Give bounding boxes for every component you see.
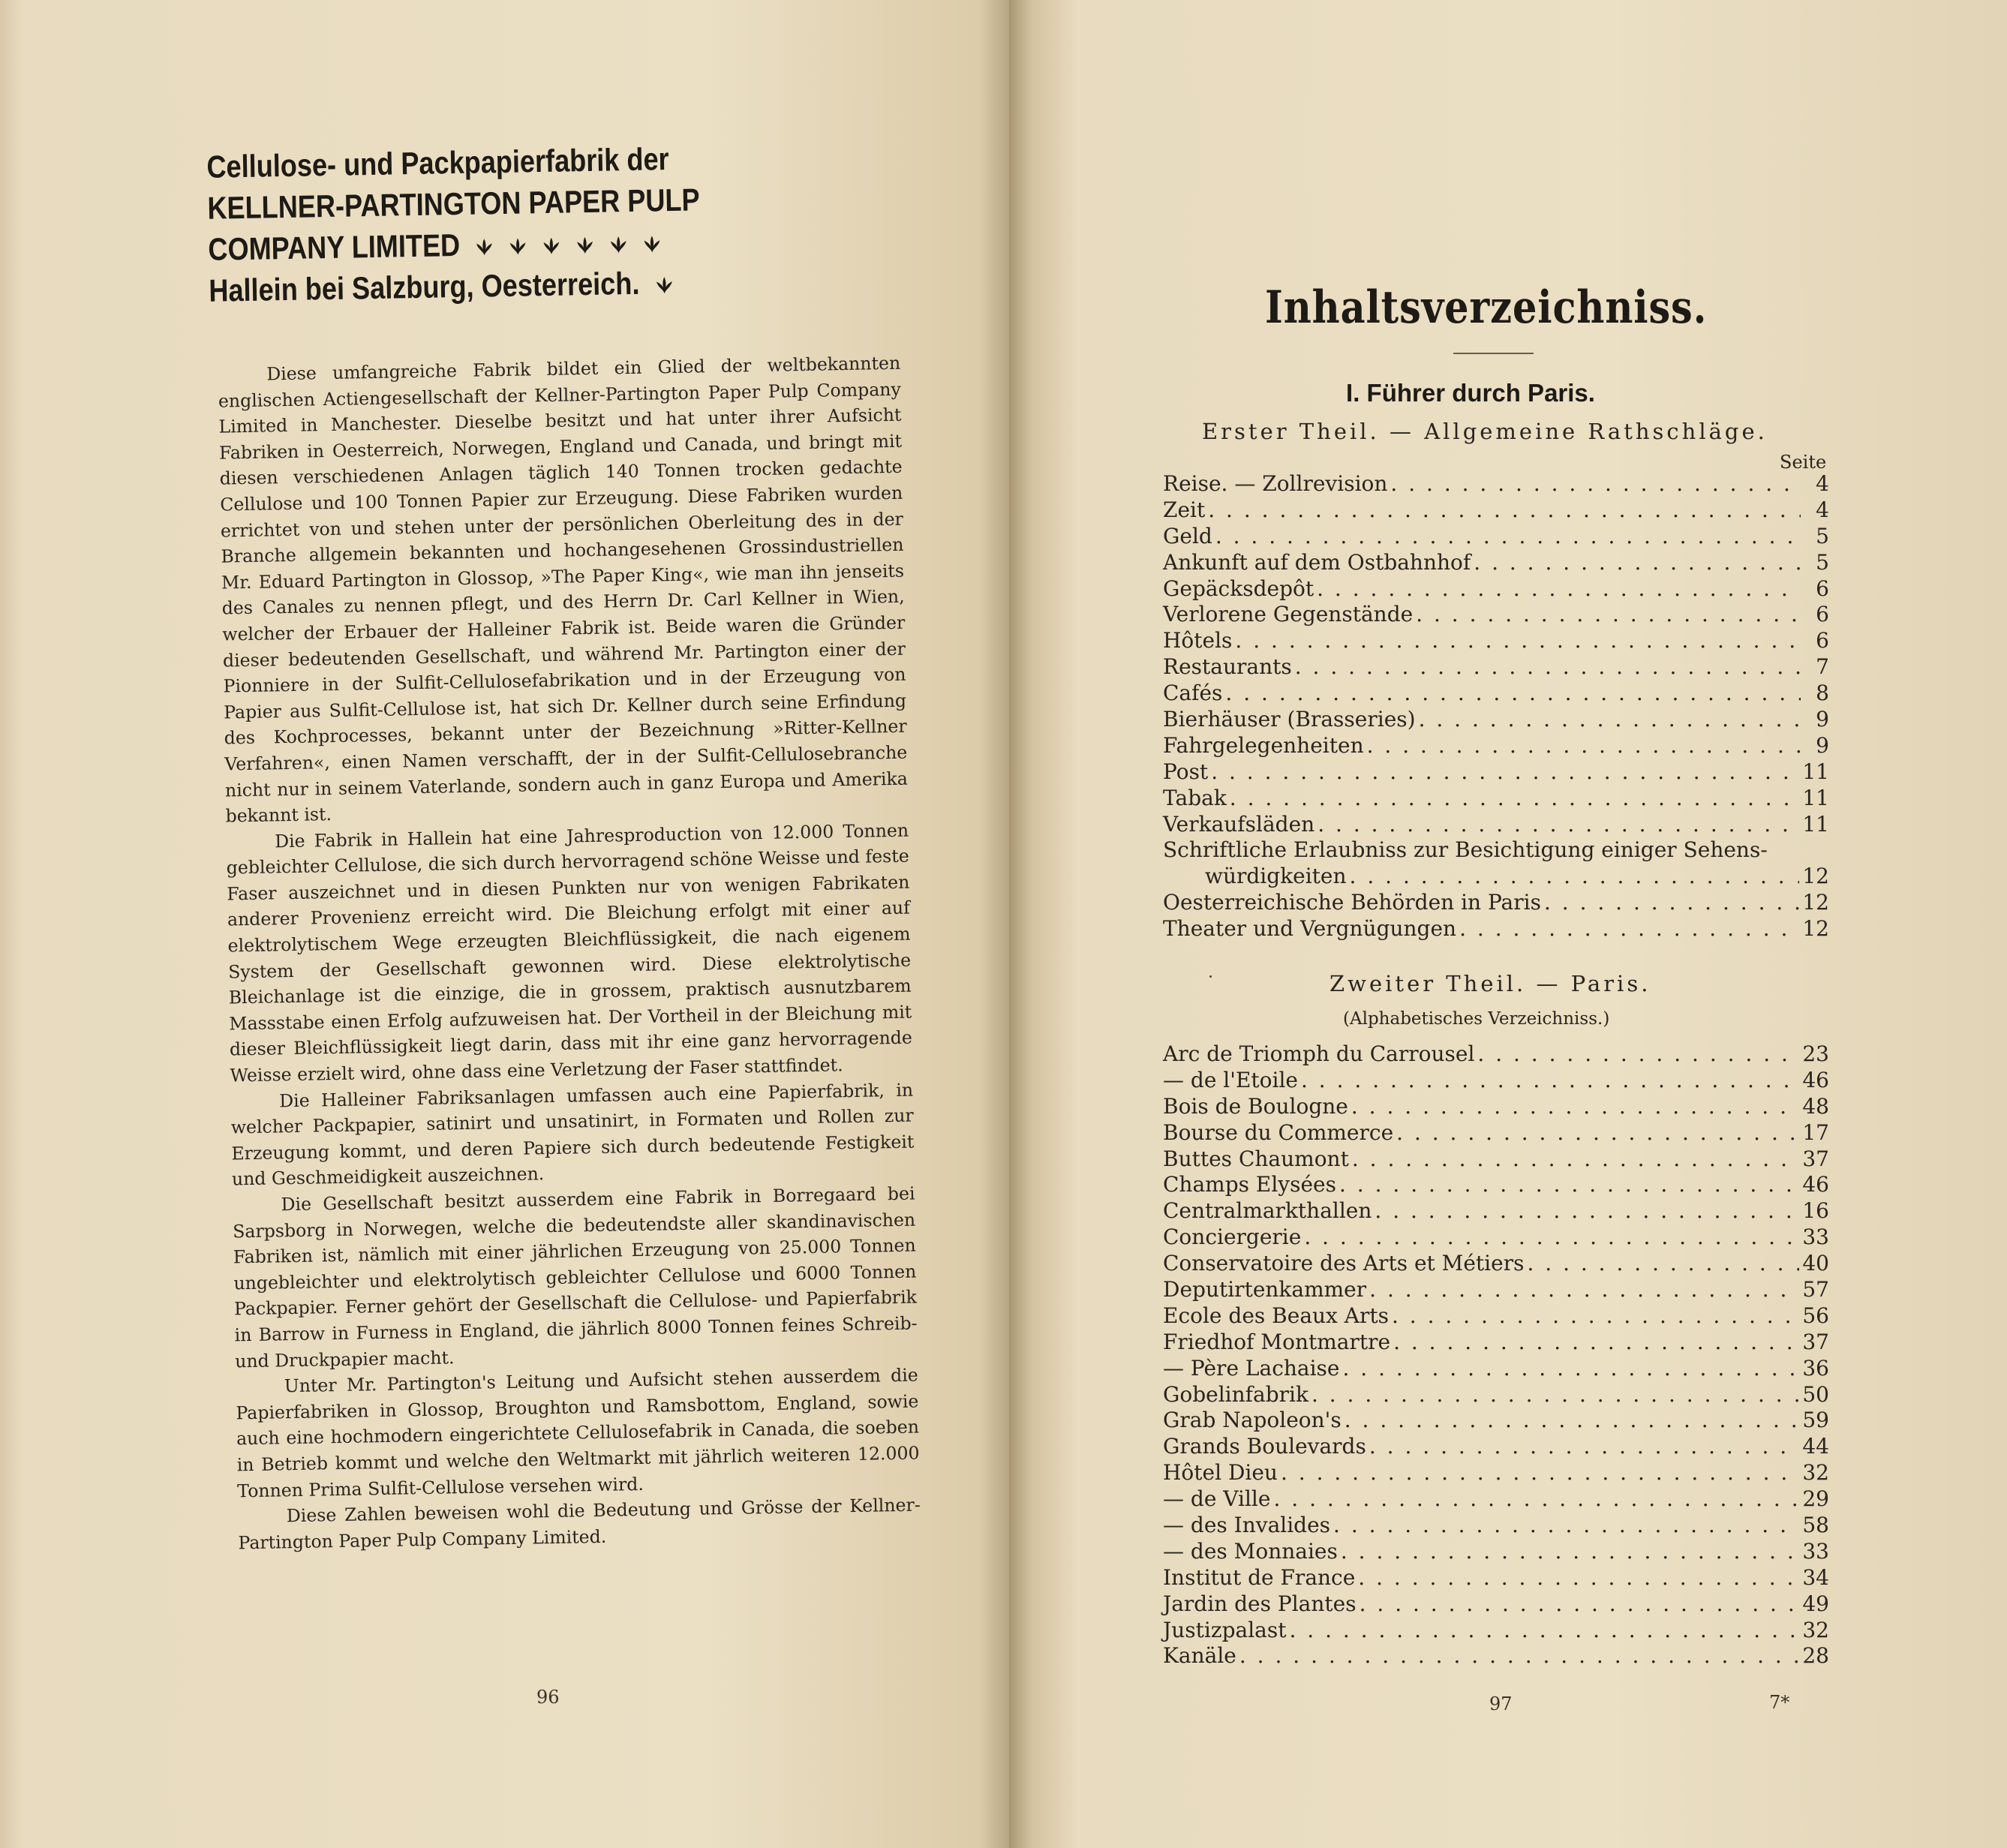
dot-leader [1544,890,1799,916]
toc-entry-label: Hôtels [1163,628,1233,654]
toc-entry [1163,1643,1829,1669]
toc-entry-label: Verkaufsläden [1163,811,1315,837]
dot-leader [1416,602,1801,628]
dot-leader [1358,1565,1799,1591]
toc-entry [1163,1460,1829,1486]
toc-entry-label: Centralmarkthallen [1163,1198,1372,1224]
toc-entry [1163,1330,1829,1356]
toc-part1-list [1163,471,1829,942]
toc-entry-label: Grab Napoleon's [1163,1408,1342,1433]
toc-entry-label: Conservatoire des Arts et Métiers [1163,1251,1525,1276]
toc-entry [1163,812,1829,838]
dot-leader [1311,1382,1799,1408]
toc-entry-page: 57 [1802,1277,1829,1303]
toc-entry-page: 16 [1802,1198,1829,1224]
dot-leader [1527,1251,1799,1277]
dot-leader [1351,1094,1800,1120]
toc-entry-page: 11 [1802,759,1829,784]
toc-entry [1163,1277,1829,1303]
toc-entry-page: 32 [1802,1460,1829,1486]
toc-entry-page: 46 [1802,1067,1829,1092]
toc-entry [1163,1618,1829,1644]
toc-entry [1163,1382,1829,1408]
dot-leader [1281,1460,1799,1486]
dot-leader [1393,1330,1799,1356]
toc-entry-page: 37 [1802,1329,1829,1354]
toc-entry-page: 6 [1816,628,1829,654]
page-number-right: 97 [1489,1693,1513,1714]
toc-entry-label: Justizpalast [1163,1617,1287,1642]
paper-speck [1209,975,1212,978]
toc-part2-list [1163,1041,1829,1669]
toc-title: Inhaltsverzeichniss. [1265,281,1708,334]
toc-entry-page: 56 [1802,1303,1829,1328]
toc-entry [1163,864,1829,890]
toc-entry-page: 23 [1802,1041,1829,1066]
part2-title: Zweiter Theil. — Paris. [1329,971,1651,996]
dot-leader [1369,1277,1799,1303]
toc-entry-label: Theater und Vergnügungen [1163,916,1457,942]
toc-entry-page: 9 [1816,732,1829,758]
toc-entry [1163,1146,1829,1173]
toc-entry-label: Gobelinfabrik [1163,1381,1308,1407]
toc-entry-page: 29 [1802,1486,1829,1512]
toc-entry [1163,1356,1829,1382]
dot-leader [1367,733,1801,759]
ad-heading-line-text: COMPANY LIMITED [207,227,461,267]
title-rule [1453,353,1534,354]
ad-paragraph: Unter Mr. Partington's Leitung und Aufsicht stehen ausserdem die Papierfabriken in Glossop, Broughton und Ramsbottom, England, sowie auch eine hochmodern eingerichtete Cellulosefabrik in Canada, die soeben in Betrieb kommt und welche den Weltmarkt mit jährlich weiteren 12.000 Tonnen Prima Sulfit-Cellulose versehen wird. [236,1364,920,1501]
page-number-left: 96 [536,1687,560,1708]
ad-heading [206,136,803,311]
toc-entry-label: Reise. — Zollrevision [1163,471,1388,496]
toc-entry [1163,759,1829,786]
dot-leader [1459,916,1799,942]
dot-leader [1317,576,1801,602]
toc-entry [1163,1513,1829,1539]
toc-entry-label: — Père Lachaise [1163,1355,1340,1381]
toc-entry-label: Verlorene Gegenstände [1163,602,1414,627]
toc-entry [1163,1591,1829,1618]
toc-entry-label: Geld [1163,523,1212,548]
toc-entry-page: 12 [1802,864,1829,889]
advertisement [199,134,921,1556]
toc-entry-page: 5 [1816,523,1829,548]
toc-entry-label: Ecole des Beaux Arts [1163,1303,1389,1328]
dot-leader [1339,1172,1799,1198]
dot-leader [1474,550,1801,576]
toc-entry [1163,1565,1829,1591]
ad-paragraph: Die Gesellschaft besitzt ausserdem eine Fabrik in Borregaard bei Sarpsborg in Norwegen, welche die bedeutendste aller skandinavischen Fabriken ist, nämlich mit einer jährlichen Erzeugung von 25.000 Tonnen ungebleichter und elektrolytisch gebleichter Cellulose und 6000 Tonnen Packpapier. Ferner gehört der Gesellschaft die Cellulose- und Papierfabrik in Barrow in Furness in England, die jährlich 8000 Tonnen feines Schreib- und Druckpapier macht. [232,1182,918,1372]
toc-entry-label: Jardin des Plantes [1163,1591,1357,1616]
toc-entry [1163,1251,1829,1277]
fleuron-ornament-icon [542,224,561,244]
ad-paragraph: Die Fabrik in Hallein hat eine Jahresproduction von 12.000 Tonnen gebleichter Cellulose, die sich durch hervorragend schöne Weisse und feste Faser auszeichnet und in diesen Punkten nur von wenigen Fabrikaten anderer Provenienz erreicht wird. Die Bleichung erfolgt mit einer auf elektrolytischem Wege erzeugten Bleichflüssigkeit, die nach eigenem System der Gesellschaft gewonnen wird. Diese elektrolytische Bleichanlage ist die einzige, die in grossem, praktisch ausnutzbarem Massstabe einen Erfolg aufzuweisen hat. Der Vortheil in der Bleichung mit dieser Bleichflüssigkeit liegt darin, dass mit ihr eine ganz hervorragende Weisse erzielt wird, ohne dass eine Verletzung der Faser stattfindet. [226,819,913,1086]
toc-entry-page: 12 [1802,916,1829,942]
dot-leader [1390,471,1801,497]
toc-entry [1163,576,1829,602]
toc-entry [1163,707,1829,733]
toc-entry [1163,916,1829,942]
toc-entry-label: Champs Elysées [1163,1172,1336,1197]
toc-entry [1163,1068,1829,1094]
dot-leader [1289,1618,1799,1644]
toc-entry-label: — de l'Etoile [1163,1067,1298,1092]
ad-heading-line: KELLNER-PARTINGTON PAPER PULP [207,182,700,226]
toc-entry [1163,1224,1829,1251]
dot-leader [1215,524,1801,550]
toc-entry-page: 17 [1802,1119,1829,1145]
dot-leader [1208,497,1801,524]
toc-entry-label: Friedhof Montmartre [1163,1329,1391,1354]
dot-leader [1345,1408,1800,1434]
fleuron-ornament-icon [655,263,674,283]
toc-entry-page: 6 [1816,602,1829,627]
toc-entry [1163,497,1829,524]
ad-heading-line-text: Hallein bei Salzburg, Oesterreich. [208,265,640,308]
ad-heading-line: Cellulose- und Packpapierfabrik der [206,141,670,185]
toc-entry-page: 49 [1802,1591,1829,1616]
dot-leader [1369,1434,1800,1460]
toc-entry [1163,1094,1829,1120]
dot-leader [1352,1146,1800,1173]
toc-entry [1163,1041,1829,1068]
toc-entry [1163,628,1829,654]
toc-entry-page: 34 [1802,1564,1829,1590]
ad-paragraph: Diese umfangreiche Fabrik bildet ein Glied der weltbekannten englischen Actiengesellschaft der Kellner-Partington Paper Pulp Company Limited in Manchester. Dieselbe besitzt und hat unter ihrer Aufsicht Fabriken in Oesterreich, Norwegen, England und Canada, und bringt mit diesen verschiedenen Anlagen täglich 140 Tonnen trocken gedachte Cellulose und 100 Tonnen Papier zur Erzeugung. Diese Fabriken wurden errichtet von und stehen unter der persönlichen Oberleitung des in der Branche allgemein bekannten und hochangesehenen Grossindustriellen Mr. Eduard Partington in Glossop, »The Paper King«, wie man ihn jenseits des Canales zu nennen pflegt, und des Herrn Dr. Carl Kellner in Wien, welcher der Erbauer der Halleiner Fabrik ist. Beide waren die Gründer dieser bedeutenden Gesellschaft, und während Mr. Partington einer der Pionniere in der Sulfit-Cellulosefabrikation und in der Erzeugung von Papier aus Sulfit-Cellulose ist, hat sich Dr. Kellner durch seine Erfindung des Kochprocesses, bekannt unter der Bezeichnung »Ritter-Kellner Verfahren«, einen Namen verschafft, der in der Sulfit-Cellulosebranche nicht nur in seinem Vaterlande, sondern auch in ganz Europa und Amerika bekannt ist. [218,352,909,827]
toc-entry-page: 59 [1802,1408,1829,1433]
toc-entry [1163,733,1829,759]
toc-entry [1163,1303,1829,1330]
fleuron-ornament-icon [643,222,662,242]
toc-entry-label: Grands Boulevards [1163,1434,1366,1459]
dot-leader [1295,654,1801,681]
toc-entry [1163,1539,1829,1565]
toc-entry [1163,1486,1829,1513]
toc-entry [1163,837,1829,864]
toc-entry-label: Zeit [1163,497,1206,522]
toc-entry-label: Bierhäuser (Brasseries) [1163,707,1416,732]
toc-entry [1163,654,1829,681]
toc-entry-label: — des Invalides [1163,1513,1331,1538]
ad-paragraph: Die Halleiner Fabriksanlagen umfassen auch eine Papierfabrik, in welcher Packpapier, satinirt und unsatinirt, in Formaten und Rollen zur Erzeugung kommt, und deren Papiere sich durch bedeutende Festigkeit und Geschmeidigkeit auszeichnen. [230,1079,915,1190]
dot-leader [1230,786,1800,812]
toc-entry [1163,681,1829,707]
toc-entry-label: Deputirtenkammer [1163,1277,1367,1303]
dot-leader [1341,1539,1800,1565]
toc-entry-page: 58 [1802,1513,1829,1538]
toc-entry-page: 46 [1802,1172,1829,1197]
toc-entry [1163,1120,1829,1146]
toc-entry-page: 50 [1802,1381,1829,1407]
fleuron-ornament-icon [609,223,628,242]
part2-subtitle: (Alphabetisches Verzeichniss.) [1343,1009,1610,1029]
toc-entry-label: Post [1163,759,1209,784]
dot-leader [1211,759,1799,786]
dot-leader [1392,1303,1799,1330]
toc-entry-page: 11 [1802,811,1829,837]
toc-entry-label: Oesterreichische Behörden in Paris [1163,890,1541,915]
toc-entry [1163,1434,1829,1460]
dot-leader [1301,1068,1799,1094]
toc-entry [1163,1198,1829,1224]
dot-leader [1343,1356,1800,1382]
fleuron-ornament-icon [575,224,594,243]
toc-entry-label: Restaurants [1163,654,1292,680]
part1-title: Erster Theil. — Allgemeine Rathschläge. [1202,419,1768,444]
toc-entry [1163,524,1829,550]
toc-entry-label: Bois de Boulogne [1163,1093,1348,1119]
toc-entry [1163,471,1829,497]
dot-leader [1239,1643,1799,1669]
toc-entry-page: 48 [1802,1093,1829,1119]
dot-leader [1333,1513,1799,1539]
toc-entry-label: — de Ville [1163,1486,1271,1512]
ad-body [218,350,921,1556]
toc-entry-page: 8 [1816,681,1829,706]
fleuron-ornament-icon [475,225,494,245]
toc-entry-label: Hôtel Dieu [1163,1460,1278,1486]
toc-entry-label: Kanäle [1163,1643,1236,1669]
dot-leader [1317,812,1799,838]
toc-entry [1163,602,1829,628]
toc-entry-page: 33 [1802,1224,1829,1250]
toc-entry [1163,1408,1829,1434]
toc-entry-page: 6 [1816,575,1829,601]
dot-leader [1396,1120,1799,1146]
dot-leader [1350,864,1800,890]
toc-entry-page: 40 [1802,1251,1829,1276]
dot-leader [1477,1041,1799,1068]
toc-entry-label: würdigkeiten [1205,864,1347,889]
toc-entry-label: Institut de France [1163,1564,1356,1590]
toc-entry-page: 4 [1816,497,1829,522]
toc-entry-page: 32 [1802,1617,1829,1642]
toc-entry-label: Arc de Triomph du Carrousel [1163,1041,1475,1066]
toc-entry-label: Schriftliche Erlaubniss zur Besichtigung einiger Sehens- [1163,837,1768,863]
toc-entry-label: Buttes Chaumont [1163,1146,1349,1171]
toc-entry-label: Conciergerie [1163,1224,1302,1250]
toc-entry-page: 12 [1802,890,1829,915]
toc-entry-label: — des Monnaies [1163,1538,1338,1564]
fleuron-ornament-icon [509,224,527,244]
toc-entry-label: Cafés [1163,681,1223,706]
toc-entry-label: Gepäcksdepôt [1163,575,1314,601]
dot-leader [1375,1198,1799,1224]
toc-entry-page: 36 [1802,1355,1829,1381]
toc-entry-page: 44 [1802,1434,1829,1459]
dot-leader [1304,1224,1799,1251]
toc-entry-page: 28 [1802,1643,1829,1669]
toc-entry-page: 7 [1816,654,1829,680]
toc-entry-page: 11 [1802,785,1829,810]
toc-entry-page: 9 [1816,707,1829,732]
dot-leader [1360,1591,1800,1618]
toc-entry [1163,786,1829,812]
page-column-label: Seite [1780,452,1827,473]
dot-leader [1273,1486,1799,1513]
toc-entry [1163,890,1829,916]
section-heading: I. Führer durch Paris. [1346,379,1595,407]
toc-entry-page: 37 [1802,1146,1829,1171]
toc-entry-page: 33 [1802,1538,1829,1564]
toc-entry-label: Fahrgelegenheiten [1163,732,1364,758]
toc-entry-label: Bourse du Commerce [1163,1119,1394,1145]
ad-paragraph: Diese Zahlen beweisen wohl die Bedeutung und Grösse der Kellner-Partington Paper Pulp Company Limited. [238,1494,921,1554]
toc-entry-label: Ankunft auf dem Ostbahnhof [1163,549,1471,575]
dot-leader [1225,681,1801,707]
toc-entry-page: 4 [1816,471,1829,496]
dot-leader [1235,628,1801,654]
toc-entry-page: 5 [1816,549,1829,575]
dot-leader [1419,707,1801,733]
toc-entry-label: Tabak [1163,785,1227,810]
toc-entry [1163,1172,1829,1198]
signature-mark: 7* [1769,1692,1790,1713]
toc-entry [1163,550,1829,576]
